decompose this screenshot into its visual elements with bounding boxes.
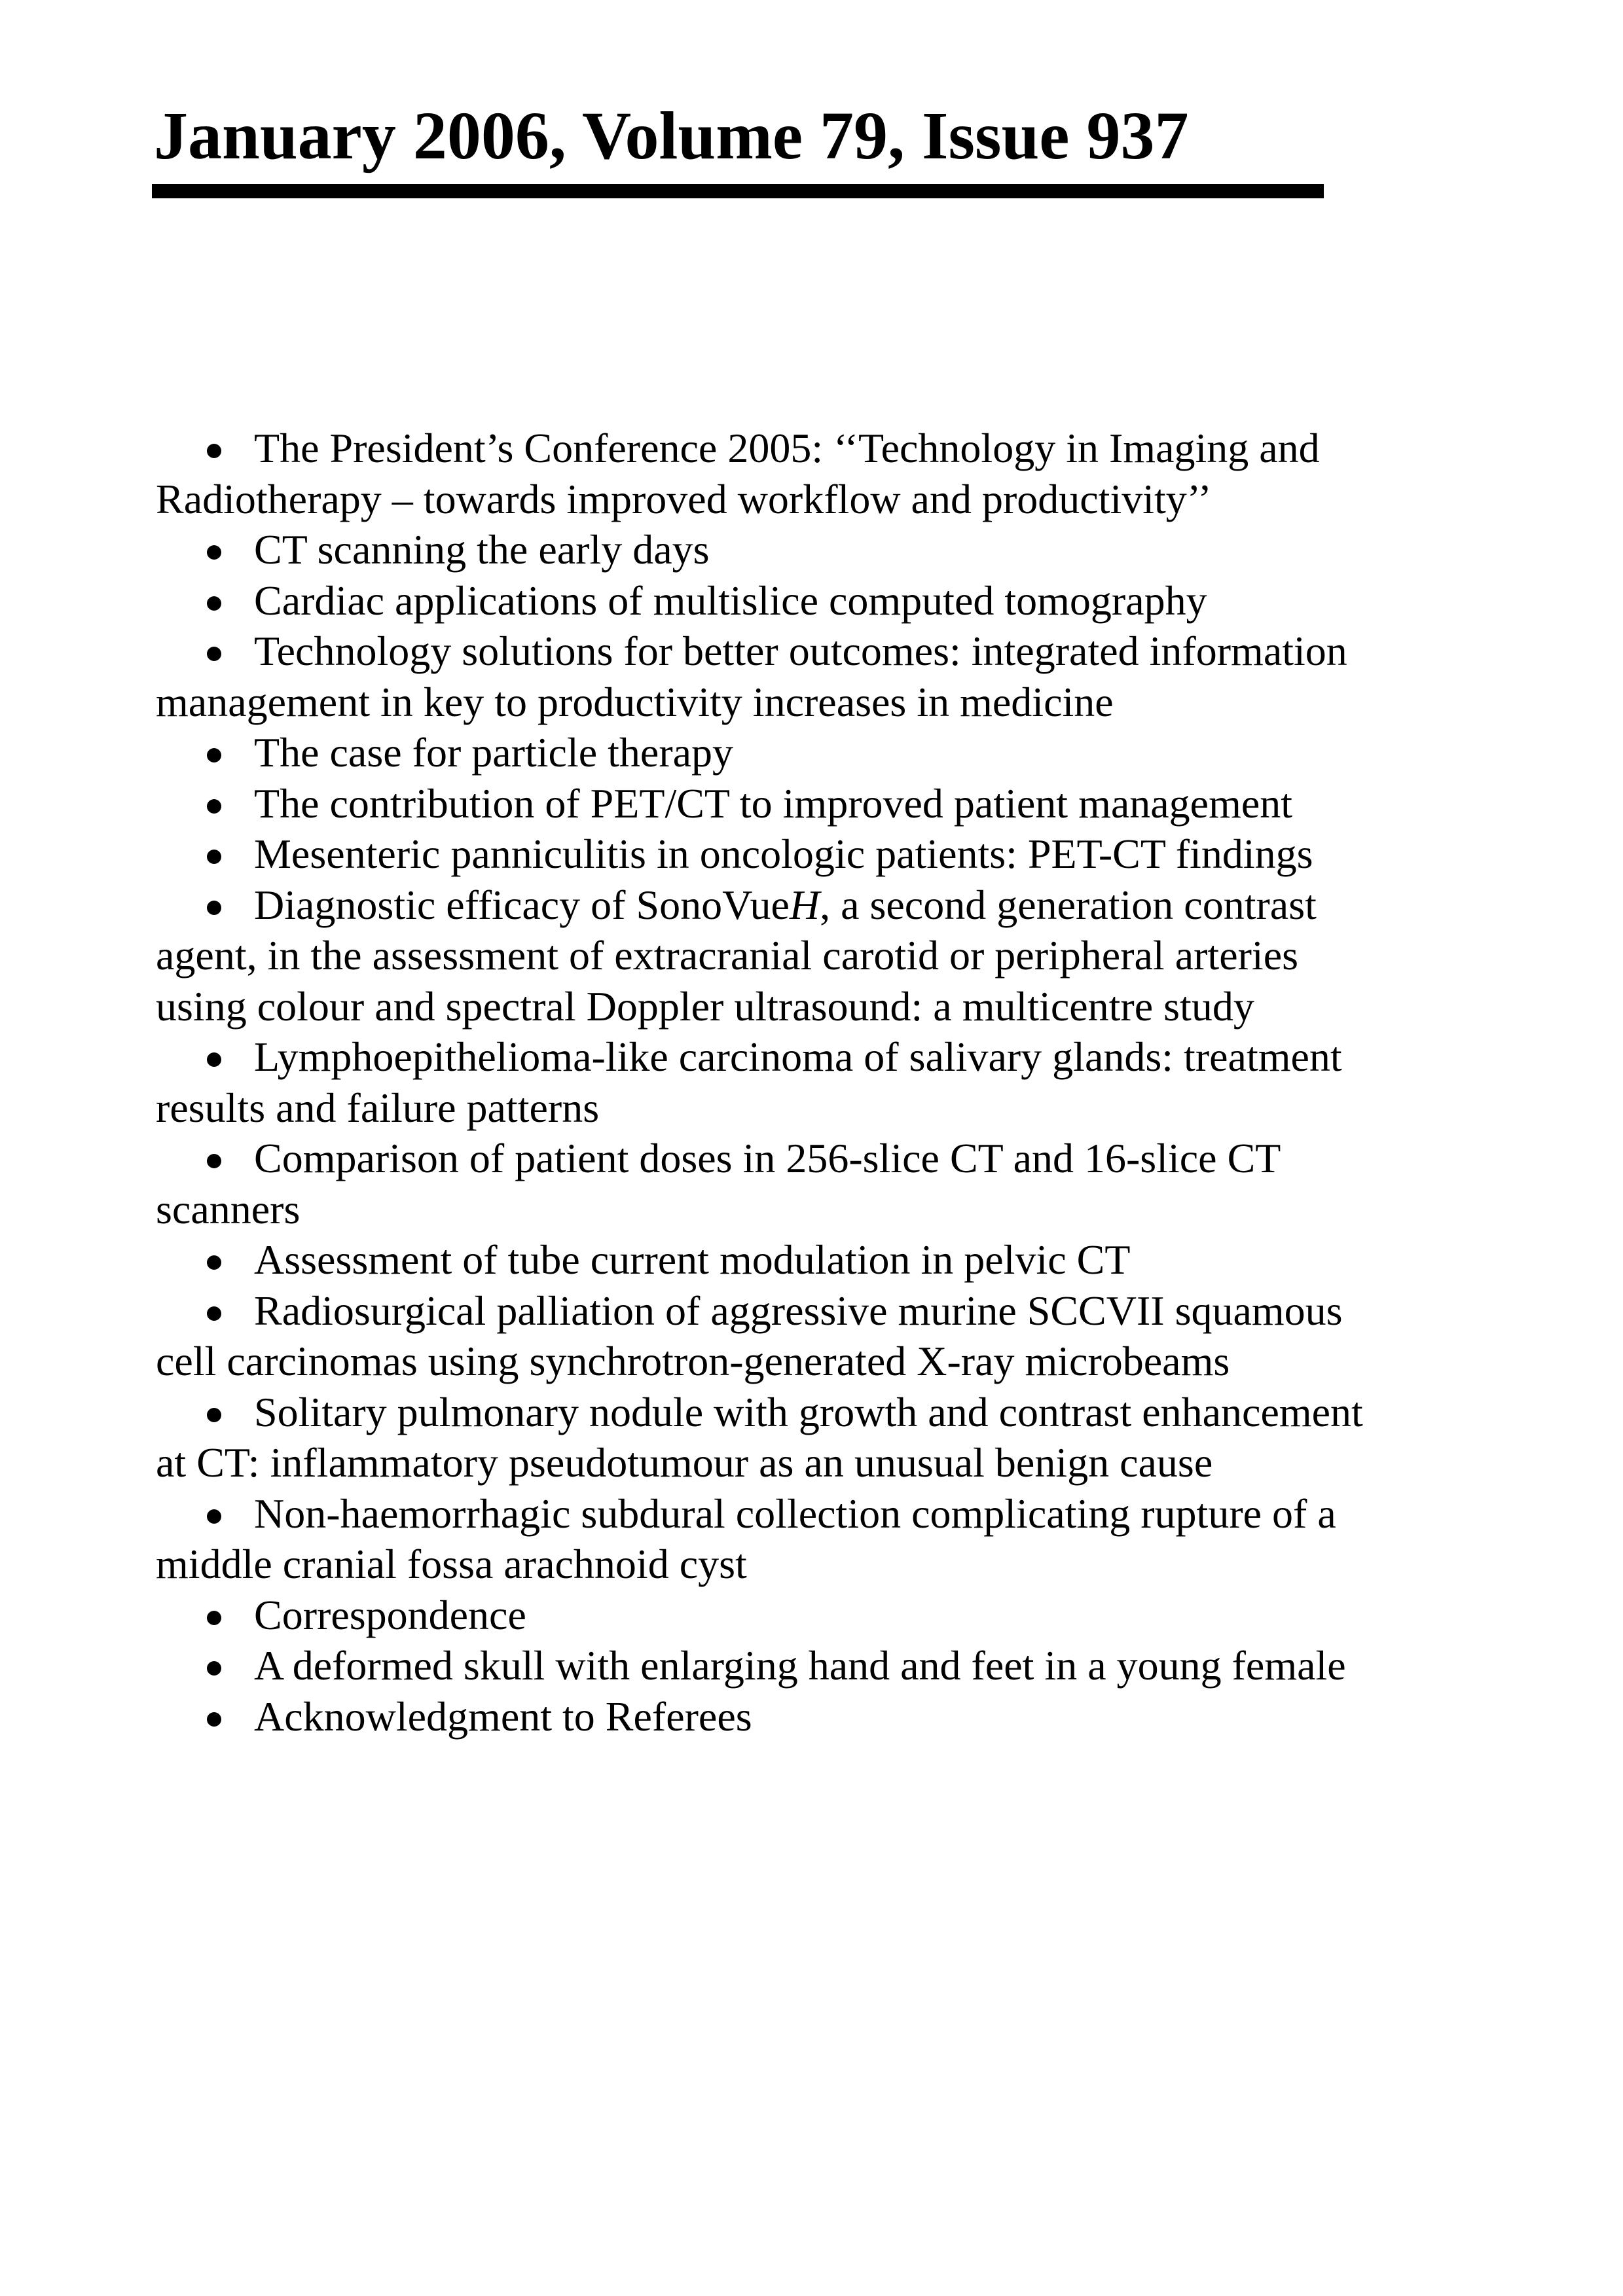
article-title: Diagnostic efficacy of SonoVueH, a second generation contrast agent, in the assessment of extracranial carotid or peripheral arteries using colour and spectral Doppler ultrasound: a multicentre study: [156, 881, 1317, 1030]
article-item: [156, 1640, 1393, 1691]
bullet-icon: [207, 647, 221, 661]
article-item: [156, 829, 1393, 880]
article-title: Radiosurgical palliation of aggressive murine SCCVII squamous cell carcinomas using synchrotron-generated X-ray microbeams: [156, 1287, 1343, 1384]
issue-title: January 2006, Volume 79, Issue 937: [154, 98, 1189, 173]
article-title: Non-haemorrhagic subdural collection complicating rupture of a middle cranial fossa arachnoid cyst: [156, 1490, 1336, 1587]
article-item: [156, 778, 1393, 829]
article-item: [156, 727, 1393, 778]
article-item: [156, 626, 1393, 727]
bullet-icon: [207, 901, 221, 915]
article-item: [156, 1234, 1393, 1285]
bullet-icon: [207, 799, 221, 814]
italic-mark: H: [789, 881, 820, 928]
article-title: The case for particle therapy: [254, 729, 734, 776]
bullet-icon: [207, 1052, 221, 1067]
bullet-icon: [207, 1661, 221, 1676]
article-item: [156, 1488, 1393, 1590]
article-title: Correspondence: [254, 1591, 526, 1638]
article-item: [156, 1691, 1393, 1742]
article-item: [156, 1031, 1393, 1133]
article-title: Assessment of tube current modulation in pelvic CT: [254, 1236, 1131, 1283]
article-title: Comparison of patient doses in 256-slice CT and 16-slice CT scanners: [156, 1135, 1281, 1232]
article-item: [156, 1285, 1393, 1387]
bullet-icon: [207, 1712, 221, 1727]
title-underline-rule: [152, 184, 1324, 198]
bullet-icon: [207, 596, 221, 611]
article-title: Acknowledgment to Referees: [254, 1693, 752, 1740]
bullet-icon: [207, 1611, 221, 1625]
article-item: [156, 524, 1393, 575]
article-item: [156, 1133, 1393, 1234]
article-title: CT scanning the early days: [254, 526, 710, 573]
article-title: The contribution of PET/CT to improved patient management: [254, 780, 1293, 827]
article-title: Solitary pulmonary nodule with growth and contrast enhancement at CT: inflammatory pseudotumour as an unusual benign cause: [156, 1388, 1363, 1486]
article-title: A deformed skull with enlarging hand and feet in a young female: [254, 1642, 1346, 1689]
article-item: [156, 1387, 1393, 1488]
article-item: [156, 880, 1393, 1032]
bullet-icon: [207, 850, 221, 864]
bullet-icon: [207, 1408, 221, 1422]
article-item: [156, 423, 1393, 524]
article-title: The President’s Conference 2005: ‘‘Technology in Imaging and Radiotherapy – towards improved workflow and productivity’’: [156, 425, 1320, 522]
bullet-icon: [207, 1154, 221, 1168]
article-title: Technology solutions for better outcomes: integrated information management in key to productivity increases in medicine: [156, 628, 1347, 725]
bullet-icon: [207, 1306, 221, 1321]
article-item: [156, 1590, 1393, 1641]
article-item: [156, 575, 1393, 626]
bullet-icon: [207, 1509, 221, 1524]
article-title: Mesenteric panniculitis in oncologic patients: PET-CT findings: [254, 831, 1313, 877]
article-title: Lymphoepithelioma-like carcinoma of salivary glands: treatment results and failure patterns: [156, 1033, 1342, 1131]
bullet-icon: [207, 748, 221, 762]
article-list: [156, 423, 1393, 1742]
bullet-icon: [207, 545, 221, 560]
bullet-icon: [207, 444, 221, 458]
bullet-icon: [207, 1255, 221, 1270]
article-title: Cardiac applications of multislice computed tomography: [254, 577, 1207, 624]
